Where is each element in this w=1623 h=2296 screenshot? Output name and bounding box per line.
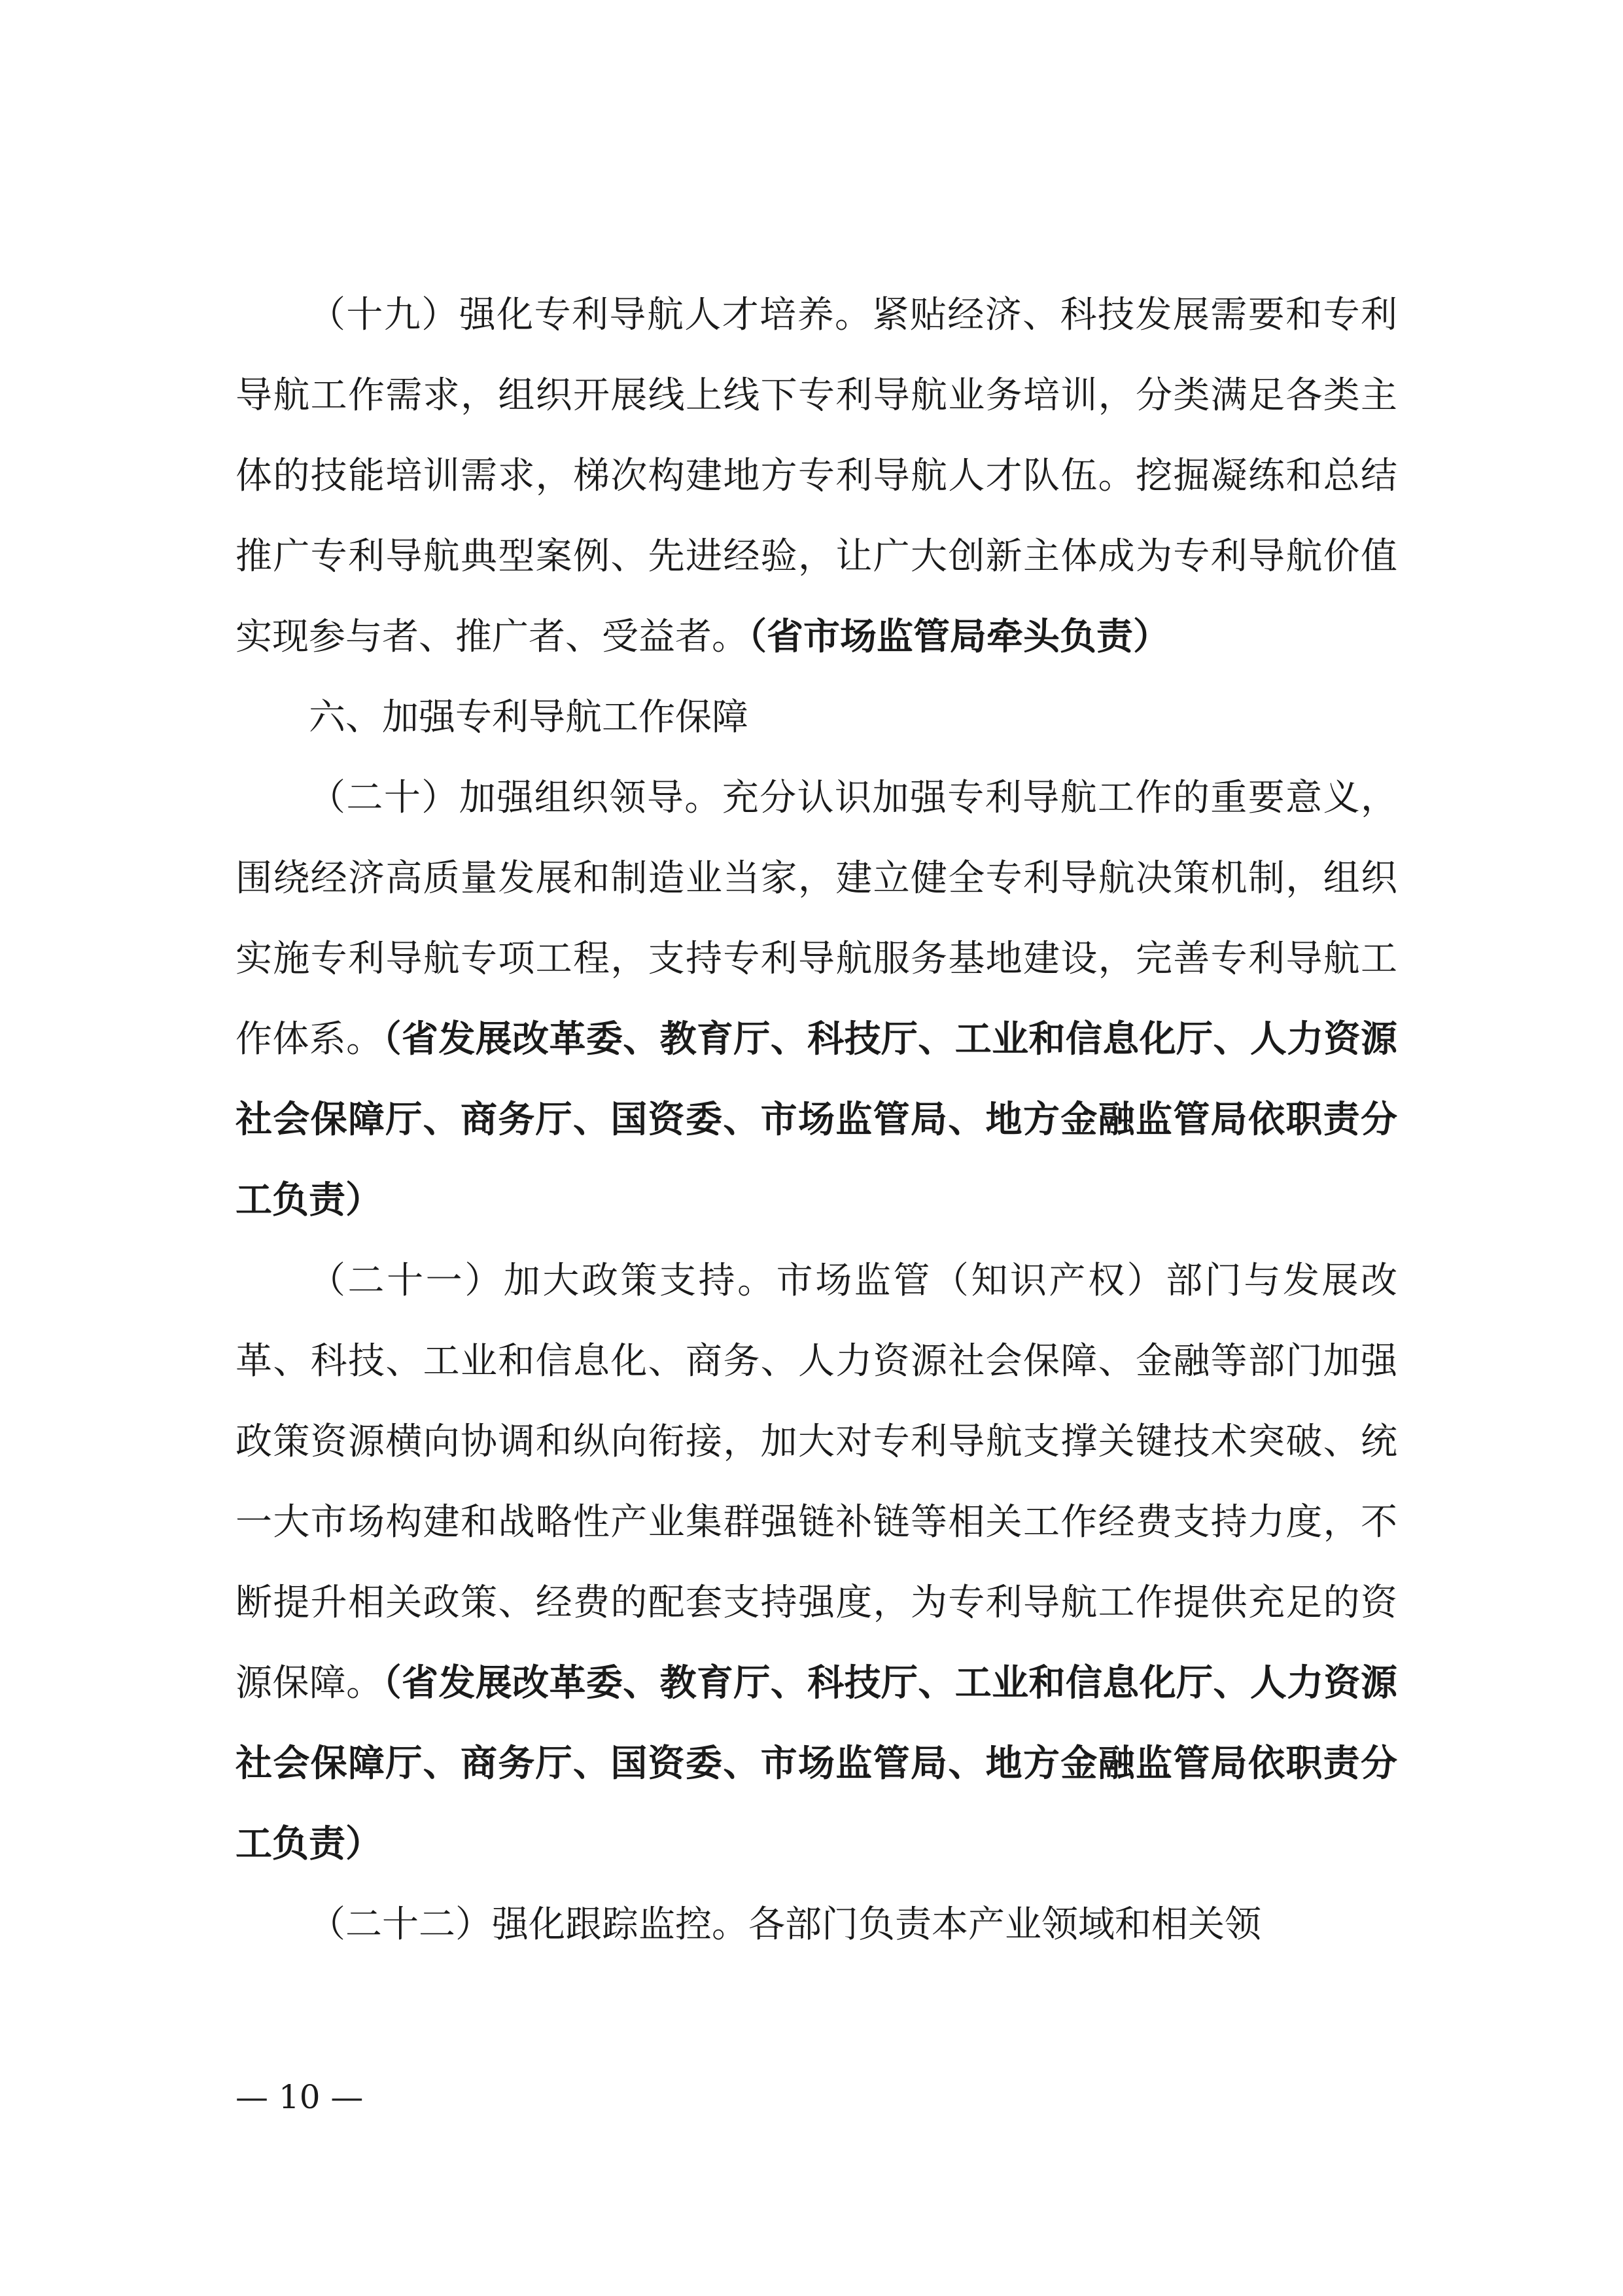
page-number: — 10 — [236,2078,364,2116]
paragraph-text: （十九）强化专利导航人才培养。紧贴经济、科技发展需要和专利导航工作需求，组织开展线上线下专利导航业务培训，分类满足各类主体的技能培训需求，梯次构建地方专利导航人才队伍。挖掘凝练和总结推广专利导航典型案例、先进经验，让广大创新主体成为专利导航价值实现参与者、推广者、受益者。 [236,294,1397,658]
section-heading: 六、加强专利导航工作保障 [309,696,748,739]
paragraph-organization-leadership [236,758,1397,1241]
document-body [236,275,1397,1965]
paragraph-policy-support [236,1241,1397,1884]
responsibility-note: （省发展改革委、教育厅、科技厅、工业和信息化厅、人力资源社会保障厅、商务厅、国资委、市场监管局、地方金融监管局依职责分工负责） [236,1662,1398,1865]
paragraph-text: （二十）加强组织领导。充分认识加强专利导航工作的重要意义，围绕经济高质量发展和制造业当家，建立健全专利导航决策机制，组织实施专利导航专项工程，支持专利导航服务基地建设，完善专利导航工作体系。 [236,777,1397,1061]
paragraph-talent-training [236,275,1397,677]
responsibility-note: （省发展改革委、教育厅、科技厅、工业和信息化厅、人力资源社会保障厅、商务厅、国资委、市场监管局、地方金融监管局依职责分工负责） [236,1018,1398,1222]
paragraph-text: （二十二）强化跟踪监控。各部门负责本产业领域和相关领 [309,1903,1261,1946]
responsibility-note: （省市场监管局牵头负责） [748,616,1170,658]
paragraph-tracking-monitoring [236,1884,1397,1965]
paragraph-text: （二十一）加大政策支持。市场监管（知识产权）部门与发展改革、科技、工业和信息化、商务、人力资源社会保障、金融等部门加强政策资源横向协调和纵向衔接，加大对专利导航支撑关键技术突破、统一大市场构建和战略性产业集群强链补链等相关工作经费支持力度，不断提升相关政策、经费的配套支持强度，为专利导航工作提供充足的资源保障。 [236,1260,1397,1704]
